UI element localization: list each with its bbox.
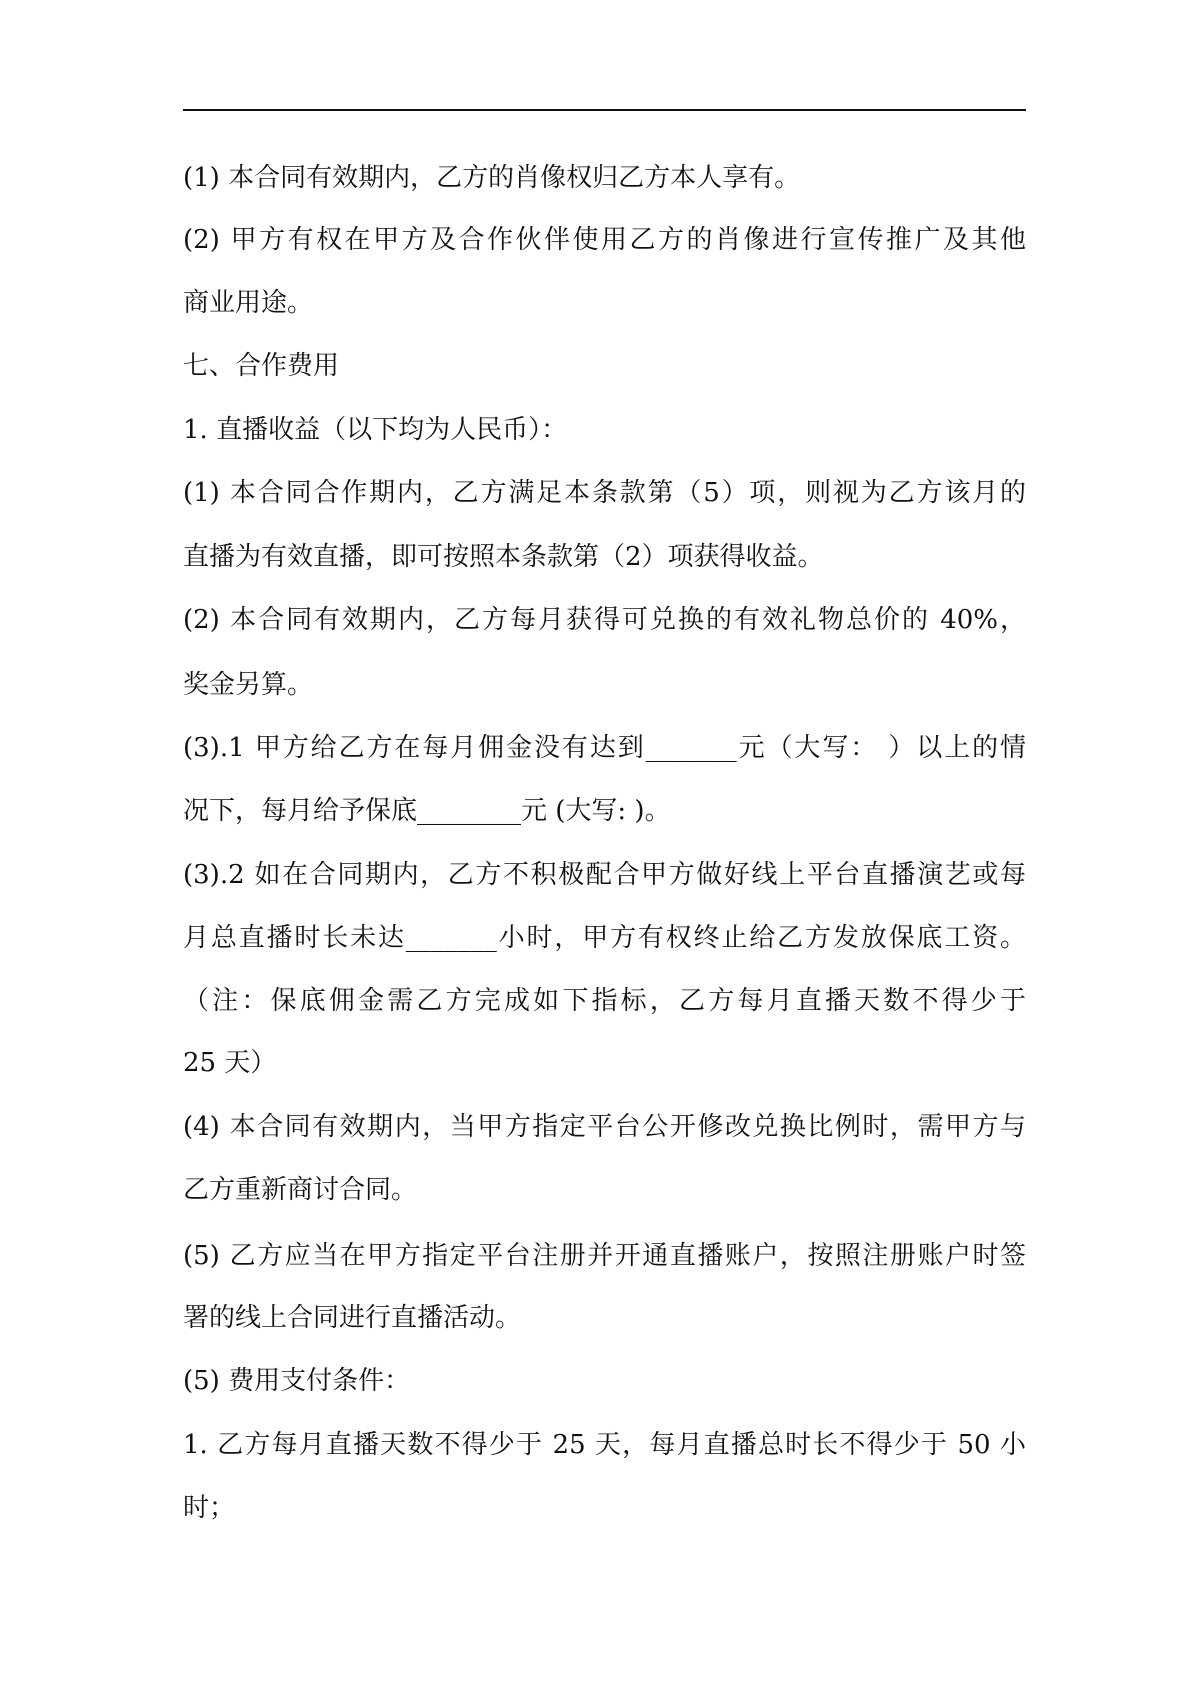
text-line: 乙方重新商讨合同。 — [183, 1175, 418, 1205]
text-line: 直播为有效直播，即可按照本条款第（2）项获得收益。 — [183, 542, 824, 572]
text-line: 1. 直播收益（以下均为人民币）： — [183, 415, 568, 445]
text-line: （注：保底佣金需乙方完成如下指标，乙方每月直播天数不得少于 — [183, 986, 1026, 1016]
text-line: 奖金另算。 — [183, 670, 314, 700]
text-line: 时； — [183, 1493, 236, 1523]
text-line: 25 天） — [183, 1048, 277, 1078]
text-line: 况下，每月给予保底________元 (大写: )。 — [183, 796, 671, 826]
text-line: (2) 甲方有权在甲方及合作伙伴使用乙方的肖像进行宣传推广及其他 — [183, 225, 1026, 255]
text-line: (2) 本合同有效期内，乙方每月获得可兑换的有效礼物总价的 40%， — [183, 605, 1026, 635]
text-line: 七、合作费用 — [183, 351, 340, 381]
text-line: (5) 费用支付条件： — [183, 1366, 411, 1396]
text-line: 月总直播时长未达_______小时，甲方有权终止给乙方发放保底工资。 — [183, 923, 1026, 953]
header-rule — [183, 109, 1026, 111]
text-line: (5) 乙方应当在甲方指定平台注册并开通直播账户，按照注册账户时签 — [183, 1241, 1026, 1271]
text-line: (1) 本合同合作期内，乙方满足本条款第（5）项，则视为乙方该月的 — [183, 478, 1026, 508]
text-line: 1. 乙方每月直播天数不得少于 25 天，每月直播总时长不得少于 50 小 — [183, 1430, 1026, 1460]
text-line: (3).2 如在合同期内，乙方不积极配合甲方做好线上平台直播演艺或每 — [183, 860, 1026, 890]
text-line: 商业用途。 — [183, 288, 314, 318]
text-line: 署的线上合同进行直播活动。 — [183, 1303, 522, 1333]
text-line: (1) 本合同有效期内，乙方的肖像权归乙方本人享有。 — [183, 163, 801, 193]
text-line: (3).1 甲方给乙方在每月佣金没有达到_______元（大写： ）以上的情 — [183, 733, 1026, 763]
text-line: (4) 本合同有效期内，当甲方指定平台公开修改兑换比例时，需甲方与 — [183, 1112, 1026, 1142]
